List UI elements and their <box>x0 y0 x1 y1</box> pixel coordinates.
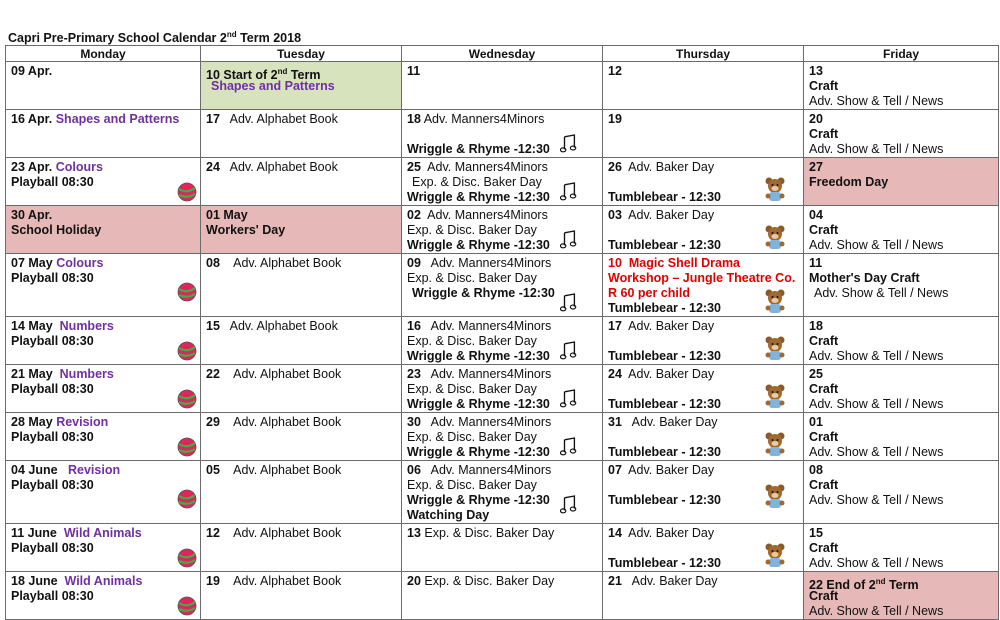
day-cell: 24 Adv. Alphabet Book <box>201 158 402 206</box>
day-cell: 22 End of 2nd Term Craft Adv. Show & Tell / News <box>804 572 999 620</box>
day-cell: 30 Apr. School Holiday <box>6 206 201 254</box>
music-note-icon <box>560 293 578 313</box>
week-row <box>6 254 999 317</box>
header-tuesday: Tuesday <box>201 46 402 62</box>
day-cell: 01 Craft Adv. Show & Tell / News <box>804 413 999 461</box>
day-cell: 08 Adv. Alphabet Book <box>201 254 402 317</box>
day-cell: 10 Magic Shell Drama Workshop – Jungle Theatre Co. R 60 per child Tumblebear - 12:30 <box>603 254 804 317</box>
ball-icon <box>177 596 197 616</box>
teddy-bear-icon <box>763 483 787 509</box>
day-cell: 18 Adv. Manners4Minors Wriggle & Rhyme -12:30 <box>402 110 603 158</box>
day-cell: 06 Adv. Manners4Minors Exp. & Disc. Baker Day Wriggle & Rhyme -12:30 Watching Day <box>402 461 603 524</box>
day-cell: 11 June Wild Animals Playball 08:30 <box>6 524 201 572</box>
day-cell: 15 Craft Adv. Show & Tell / News <box>804 524 999 572</box>
day-cell: 13 Exp. & Disc. Baker Day <box>402 524 603 572</box>
day-cell: 01 May Workers' Day <box>201 206 402 254</box>
page-title: Capri Pre-Primary School Calendar 2nd Term 2018 <box>8 30 302 46</box>
day-cell: 12 Adv. Alphabet Book <box>201 524 402 572</box>
day-cell: 21 Adv. Baker Day <box>603 572 804 620</box>
day-cell: 07 Adv. Baker Day Tumblebear - 12:30 <box>603 461 804 524</box>
header-row <box>6 46 999 62</box>
day-cell: 22 Adv. Alphabet Book <box>201 365 402 413</box>
day-cell: 04 Craft Adv. Show & Tell / News <box>804 206 999 254</box>
teddy-bear-icon <box>763 542 787 568</box>
day-cell: 04 June Revision Playball 08:30 <box>6 461 201 524</box>
week-row <box>6 365 999 413</box>
header-friday: Friday <box>804 46 999 62</box>
week-row <box>6 110 999 158</box>
header-monday: Monday <box>6 46 201 62</box>
teddy-bear-icon <box>763 383 787 409</box>
teddy-bear-icon <box>763 176 787 202</box>
teddy-bear-icon <box>763 224 787 250</box>
header-wednesday: Wednesday <box>402 46 603 62</box>
week-row <box>6 461 999 524</box>
day-cell: 25 Craft Adv. Show & Tell / News <box>804 365 999 413</box>
music-note-icon <box>560 389 578 409</box>
day-cell: 09 Apr. <box>6 62 201 110</box>
day-cell: 11 <box>402 62 603 110</box>
teddy-bear-icon <box>763 431 787 457</box>
day-cell: 23 Adv. Manners4Minors Exp. & Disc. Baker Day Wriggle & Rhyme -12:30 <box>402 365 603 413</box>
day-cell: 16 Adv. Manners4Minors Exp. & Disc. Baker Day Wriggle & Rhyme -12:30 <box>402 317 603 365</box>
day-cell: 14 Adv. Baker Day Tumblebear - 12:30 <box>603 524 804 572</box>
teddy-bear-icon <box>763 288 787 314</box>
ball-icon <box>177 489 197 509</box>
day-cell: 24 Adv. Baker Day Tumblebear - 12:30 <box>603 365 804 413</box>
week-row <box>6 62 999 110</box>
music-note-icon <box>560 134 578 154</box>
day-cell: 27 Freedom Day <box>804 158 999 206</box>
day-cell: 13 Craft Adv. Show & Tell / News <box>804 62 999 110</box>
ball-icon <box>177 341 197 361</box>
ball-icon <box>177 182 197 202</box>
music-note-icon <box>560 182 578 202</box>
day-cell: 08 Craft Adv. Show & Tell / News <box>804 461 999 524</box>
day-cell: 15 Adv. Alphabet Book <box>201 317 402 365</box>
ball-icon <box>177 437 197 457</box>
day-cell: 17 Adv. Baker Day Tumblebear - 12:30 <box>603 317 804 365</box>
day-cell: 14 May Numbers Playball 08:30 <box>6 317 201 365</box>
day-cell: 18 Craft Adv. Show & Tell / News <box>804 317 999 365</box>
day-cell: 28 May Revision Playball 08:30 <box>6 413 201 461</box>
day-cell: 23 Apr. Colours Playball 08:30 <box>6 158 201 206</box>
day-cell: 19 Adv. Alphabet Book <box>201 572 402 620</box>
day-cell: 25 Adv. Manners4Minors Exp. & Disc. Baker Day Wriggle & Rhyme -12:30 <box>402 158 603 206</box>
day-cell: 29 Adv. Alphabet Book <box>201 413 402 461</box>
day-cell: 19 <box>603 110 804 158</box>
day-cell: 05 Adv. Alphabet Book <box>201 461 402 524</box>
ball-icon <box>177 282 197 302</box>
music-note-icon <box>560 437 578 457</box>
week-row <box>6 572 999 620</box>
music-note-icon <box>560 341 578 361</box>
day-cell: 17 Adv. Alphabet Book <box>201 110 402 158</box>
week-row <box>6 413 999 461</box>
day-cell: 31 Adv. Baker Day Tumblebear - 12:30 <box>603 413 804 461</box>
music-note-icon <box>560 495 578 515</box>
week-row <box>6 158 999 206</box>
day-cell: 30 Adv. Manners4Minors Exp. & Disc. Baker Day Wriggle & Rhyme -12:30 <box>402 413 603 461</box>
week-row <box>6 317 999 365</box>
day-cell: 26 Adv. Baker Day Tumblebear - 12:30 <box>603 158 804 206</box>
day-cell: 20 Craft Adv. Show & Tell / News <box>804 110 999 158</box>
calendar-table <box>5 45 999 620</box>
week-row <box>6 524 999 572</box>
header-thursday: Thursday <box>603 46 804 62</box>
day-cell: 03 Adv. Baker Day Tumblebear - 12:30 <box>603 206 804 254</box>
day-cell: 02 Adv. Manners4Minors Exp. & Disc. Baker Day Wriggle & Rhyme -12:30 <box>402 206 603 254</box>
day-cell: 11 Mother's Day Craft Adv. Show & Tell / News <box>804 254 999 317</box>
teddy-bear-icon <box>763 335 787 361</box>
day-cell: 21 May Numbers Playball 08:30 <box>6 365 201 413</box>
day-cell: 09 Adv. Manners4Minors Exp. & Disc. Baker Day Wriggle & Rhyme -12:30 <box>402 254 603 317</box>
day-cell: 10 Start of 2nd Term Shapes and Patterns <box>201 62 402 110</box>
day-cell: 20 Exp. & Disc. Baker Day <box>402 572 603 620</box>
music-note-icon <box>560 230 578 250</box>
day-cell: 12 <box>603 62 804 110</box>
day-cell: 16 Apr. Shapes and Patterns <box>6 110 201 158</box>
week-row <box>6 206 999 254</box>
ball-icon <box>177 389 197 409</box>
ball-icon <box>177 548 197 568</box>
day-cell: 18 June Wild Animals Playball 08:30 <box>6 572 201 620</box>
day-cell: 07 May Colours Playball 08:30 <box>6 254 201 317</box>
